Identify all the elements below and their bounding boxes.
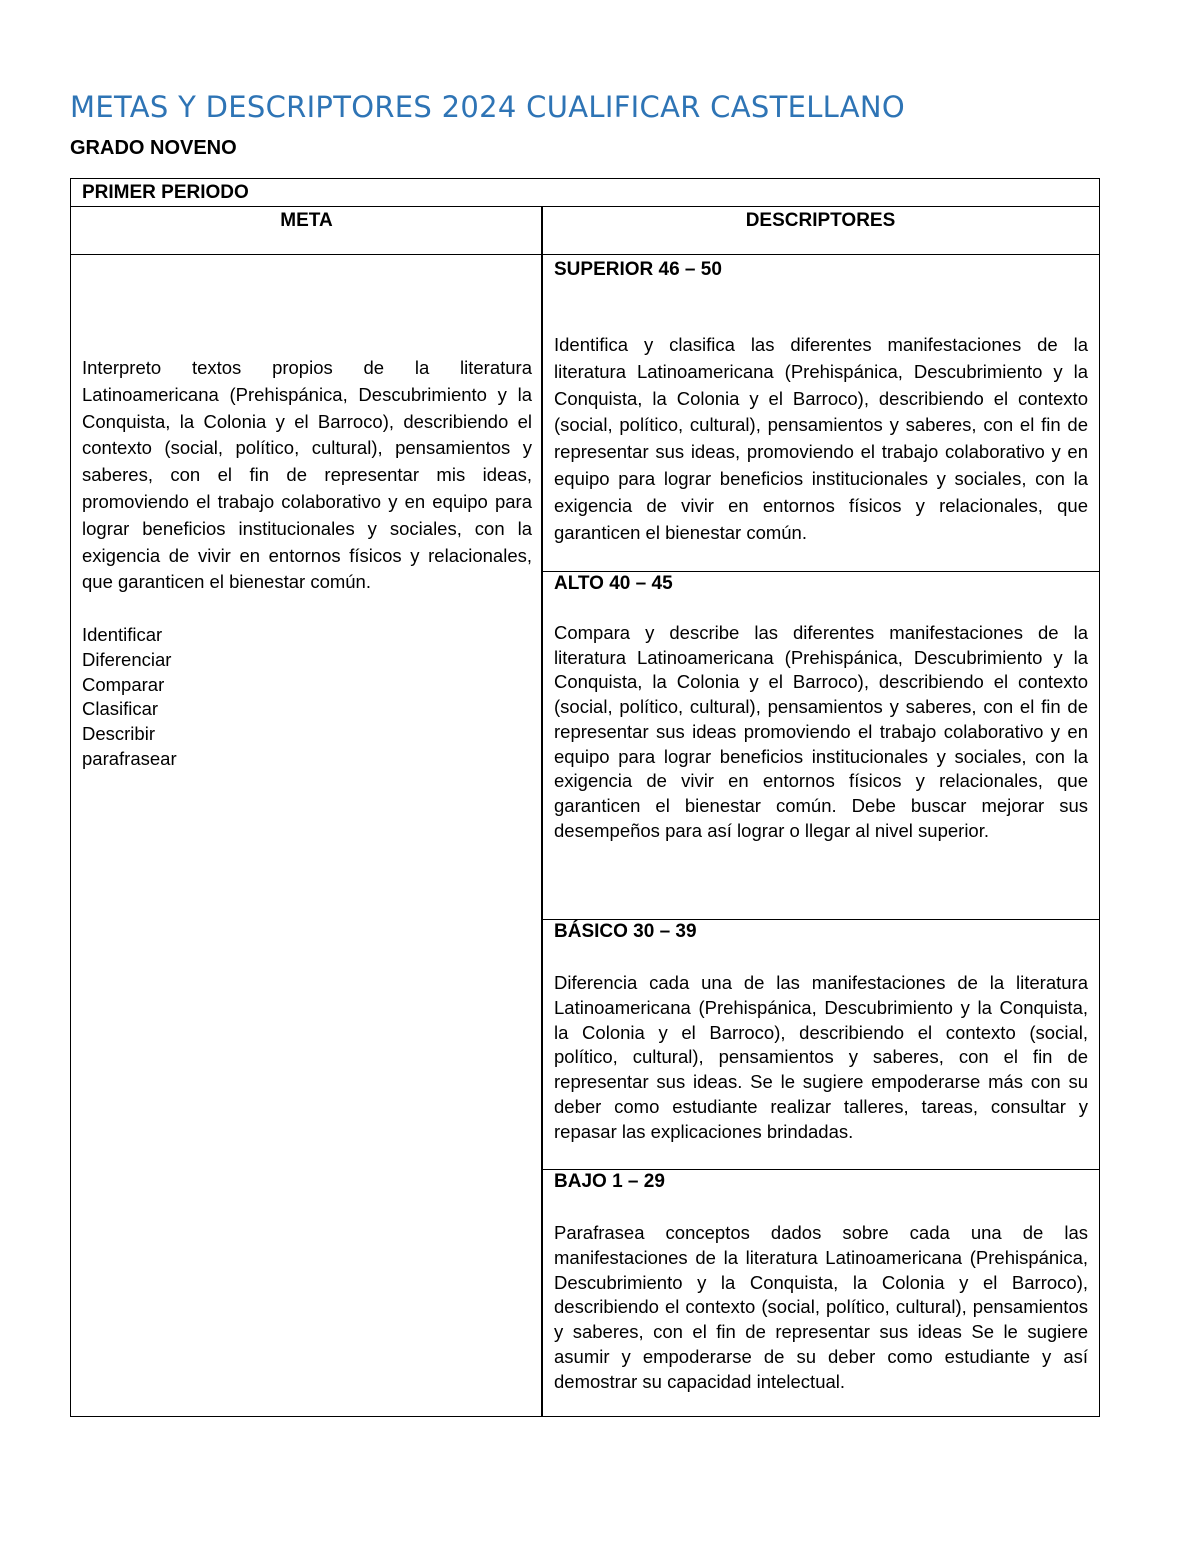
level-title-bajo: BAJO 1 – 29: [554, 1171, 665, 1192]
meta-goal-text: Interpreto textos propios de la literatura Latinoamericana (Prehispánica, Descubrimiento y la Conquista, la Colonia y el Barroco), describiendo el contexto (social, político, cultural), pensamientos y saberes, con el fin de representar mis ideas, promoviendo el trabajo colaborativo y en equipo para lograr beneficios institucionales y sociales, con la exigencia de vivir en entornos físicos y relacionales, que garanticen el bienestar común.: [82, 357, 532, 593]
level-text-basico: Diferencia cada una de las manifestaciones de la literatura Latinoamericana (Prehispánica, Descubrimiento y la Conquista, la Colonia y el Barroco), describiendo el contexto (social, político, cultural), pensamientos y saberes, con el fin de representar sus ideas. Se le sugiere empoderarse más con su deber como estudiante realizar talleres, tareas, consultar y repasar las explicaciones brindadas.: [554, 972, 1088, 1142]
level-text-bajo: Parafrasea conceptos dados sobre cada una de las manifestaciones de la literatura Latinoamericana (Prehispánica, Descubrimiento y la Conquista, la Colonia y el Barroco), describiendo el contexto (social, político, cultural), pensamientos y saberes, con el fin de representar sus ideas Se le sugiere asumir y empoderarse de su deber como estudiante y así demostrar su capacidad intelectual.: [554, 1222, 1088, 1392]
meta-verb-item: parafrasear: [82, 747, 177, 769]
meta-verb-item: Clasificar: [82, 698, 159, 720]
descriptor-level-alto: [543, 572, 1099, 920]
descriptor-level-bajo: [543, 1170, 1099, 1416]
level-text-superior: Identifica y clasifica las diferentes manifestaciones de la literatura Latinoamericana (Prehispánica, Descubrimiento y la Conquista, la Colonia y el Barroco), describiendo el contexto (social, político, cultural), pensamientos y saberes, con el fin de representar sus ideas, promoviendo el trabajo colaborativo y en equipo para lograr beneficios institucionales y sociales, con la exigencia de vivir en entornos físicos y relacionales, que garanticen el bienestar común.: [554, 334, 1088, 543]
goals-descriptors-table: [70, 178, 1100, 1417]
meta-verb-item: Comparar: [82, 673, 165, 695]
meta-column-header: META: [280, 210, 333, 231]
level-text-alto: Compara y describe las diferentes manifestaciones de la literatura Latinoamericana (Prehispánica, Descubrimiento y la Conquista, la Colonia y el Barroco), describiendo el contexto (social, político, cultural), pensamientos y saberes, con el fin de representar sus ideas promoviendo el trabajo colaborativo y en equipo para lograr beneficios institucionales y sociales, con la exigencia de vivir en entornos físicos y relacionales, que garanticen el bienestar común. Debe buscar mejorar sus desempeños para así lograr o llegar al nivel superior.: [554, 622, 1088, 841]
descriptors-column-header: DESCRIPTORES: [745, 210, 896, 231]
period-row: [71, 179, 1099, 207]
meta-verb-item: Describir: [82, 722, 155, 744]
meta-verbs-list: [82, 623, 532, 771]
meta-verb-item: Diferenciar: [82, 648, 172, 670]
document-title: METAS Y DESCRIPTORES 2024 CUALIFICAR CASTELLANO: [70, 90, 906, 124]
meta-verb-item: Identificar: [82, 624, 163, 646]
level-title-superior: SUPERIOR 46 – 50: [554, 259, 722, 280]
table-header-row: [71, 207, 1099, 255]
meta-cell: [82, 355, 532, 771]
level-title-basico: BÁSICO 30 – 39: [554, 921, 697, 942]
descriptor-level-superior: [543, 256, 1099, 572]
descriptor-level-basico: [543, 920, 1099, 1170]
level-title-alto: ALTO 40 – 45: [554, 573, 673, 594]
period-label: PRIMER PERIODO: [82, 182, 249, 203]
document-subtitle: GRADO NOVENO: [70, 137, 237, 159]
